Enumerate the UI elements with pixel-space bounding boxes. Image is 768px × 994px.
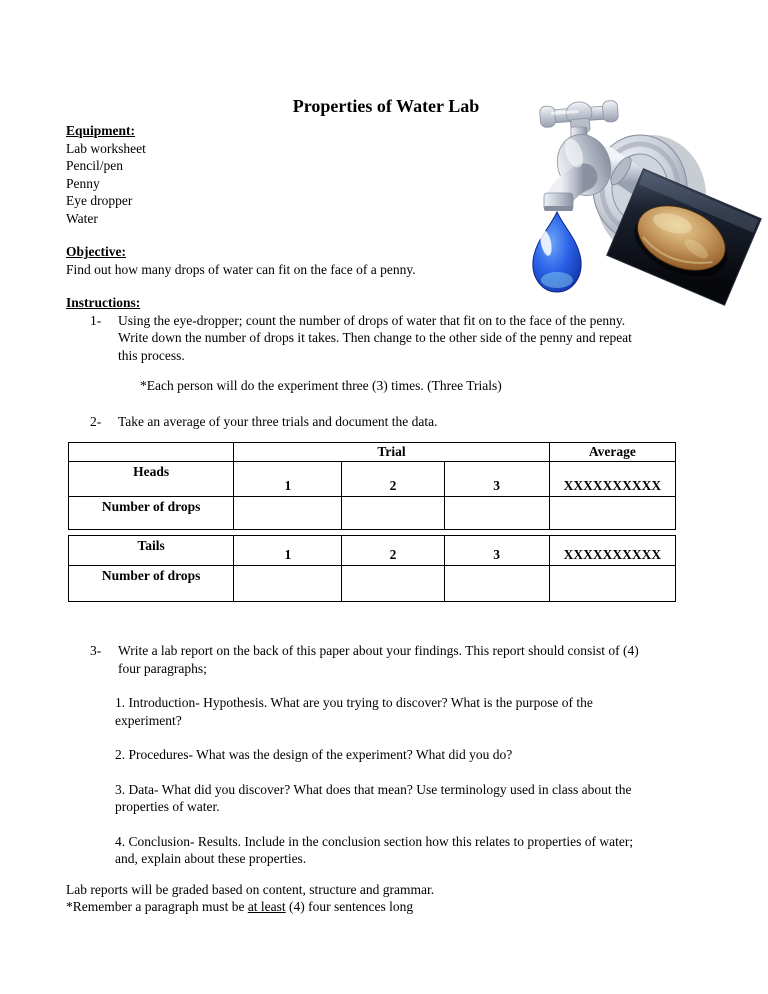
page-title: Properties of Water Lab	[292, 96, 480, 116]
drops-input-cell	[342, 566, 444, 602]
trial-2-cell: 2	[342, 462, 444, 497]
objective-heading: Objective:	[66, 244, 126, 259]
report-paragraph-4: 4. Conclusion- Results. Include in the conclusion section how this relates to properties of water; and, explain about these properties.	[115, 833, 634, 866]
instruction-step-2	[90, 413, 706, 431]
instructions-heading: Instructions:	[66, 295, 141, 310]
grading-note-line1: Lab reports will be graded based on content, structure and grammar.	[66, 881, 435, 897]
step-text: Write a lab report on the back of this paper about your findings. This report should consist of (4) four paragraphs;	[118, 643, 639, 676]
heads-row	[69, 462, 676, 497]
average-input-cell	[549, 497, 675, 530]
tails-row	[69, 536, 676, 566]
tails-label-cell: Tails	[69, 536, 234, 566]
equipment-item: Lab worksheet	[66, 140, 146, 156]
drops-label-cell: Number of drops	[69, 497, 234, 530]
equipment-item: Penny	[66, 175, 100, 191]
heads-label-cell: Heads	[69, 462, 234, 497]
table-header-row	[69, 443, 676, 462]
average-placeholder-cell: XXXXXXXXXX	[549, 462, 675, 497]
step-text: Take an average of your three trials and document the data.	[118, 413, 438, 429]
empty-header-cell	[69, 443, 234, 462]
average-placeholder-cell: XXXXXXXXXX	[549, 536, 675, 566]
trial-3-cell: 3	[444, 462, 549, 497]
report-paragraphs	[115, 694, 707, 868]
drops-input-cell	[234, 566, 342, 602]
instruction-step-1	[90, 312, 706, 365]
data-table	[68, 442, 676, 602]
tails-drops-row	[69, 566, 676, 602]
document-content	[66, 0, 706, 916]
trial-1-cell: 1	[234, 536, 342, 566]
equipment-item: Water	[66, 210, 98, 226]
equipment-item: Pencil/pen	[66, 158, 123, 173]
trial-3-cell: 3	[444, 536, 549, 566]
grading-note	[66, 881, 706, 916]
report-paragraph-3: 3. Data- What did you discover? What does that mean? Use terminology used in class about the properties of water.	[115, 781, 632, 814]
at-least-underlined: at least	[247, 899, 286, 914]
objective-section	[66, 243, 706, 278]
drops-input-cell	[444, 497, 549, 530]
average-input-cell	[549, 566, 675, 602]
equipment-section	[66, 122, 706, 227]
instruction-step-3	[90, 642, 706, 677]
grading-note-line2: *Remember a paragraph must be at least (4) four sentences long	[66, 899, 414, 914]
report-paragraph-2: 2. Procedures- What was the design of the experiment? What did you do?	[115, 747, 513, 762]
drops-input-cell	[234, 497, 342, 530]
trial-header-cell: Trial	[234, 443, 550, 462]
step-number: 3-	[90, 643, 102, 658]
trial-2-cell: 2	[342, 536, 444, 566]
step-text: Using the eye-dropper; count the number of drops of water that fit on to the face of the penny. Write down the number of drops it takes. Then change to the other side of the penny and repeat this process.	[118, 312, 632, 363]
report-paragraph-1: 1. Introduction- Hypothesis. What are you trying to discover? What is the purpose of the experiment?	[115, 695, 593, 728]
step-number: 1-	[90, 312, 102, 328]
heads-table	[68, 442, 676, 530]
drops-label-cell: Number of drops	[69, 566, 234, 602]
instructions-section	[66, 294, 706, 430]
drops-input-cell	[444, 566, 549, 602]
equipment-heading: Equipment:	[66, 123, 136, 138]
trials-note: *Each person will do the experiment three (3) times. (Three Trials)	[140, 378, 502, 393]
drops-input-cell	[342, 497, 444, 530]
step-number: 2-	[90, 413, 102, 429]
tails-table	[68, 535, 676, 602]
trial-1-cell: 1	[234, 462, 342, 497]
objective-text: Find out how many drops of water can fit on the face of a penny.	[66, 261, 416, 277]
equipment-item: Eye dropper	[66, 193, 133, 208]
heads-drops-row	[69, 497, 676, 530]
average-header-cell: Average	[549, 443, 675, 462]
